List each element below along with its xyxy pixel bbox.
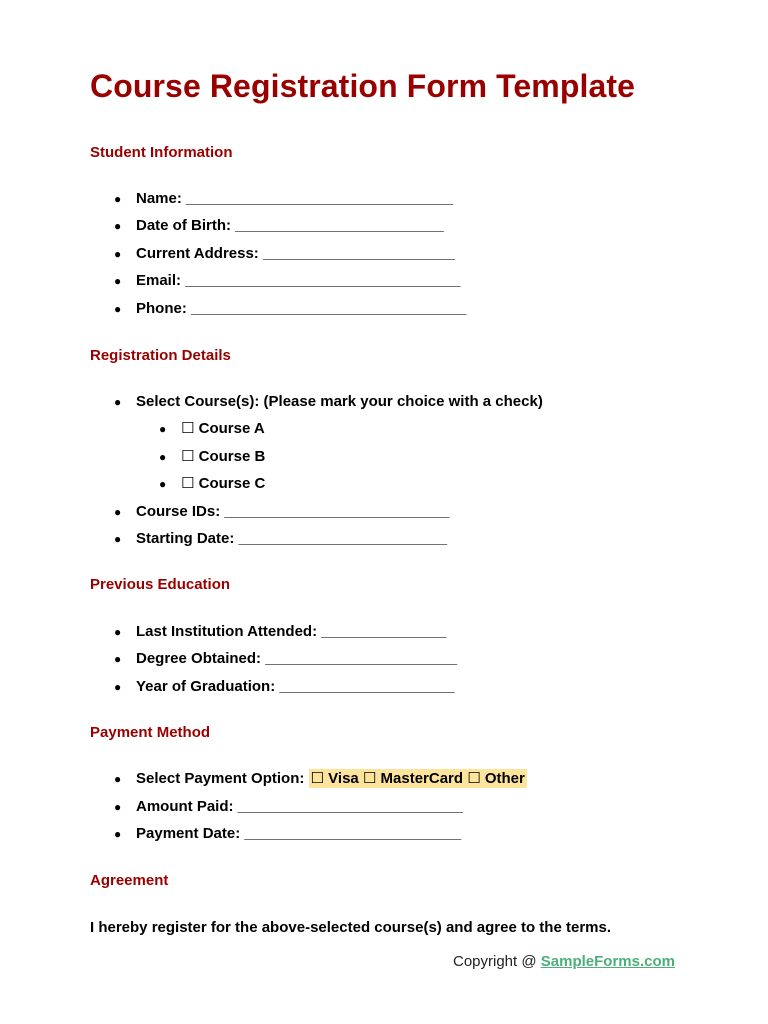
page-title: Course Registration Form Template bbox=[90, 68, 636, 104]
bullet: ● bbox=[114, 192, 122, 206]
field-course-ids bbox=[114, 503, 450, 521]
field-year-of-graduation bbox=[114, 678, 455, 696]
field-payment-date bbox=[114, 825, 462, 843]
field-amount-paid bbox=[114, 798, 463, 816]
field-last-institution bbox=[114, 623, 447, 641]
brand-link[interactable]: SampleForms.com bbox=[540, 953, 675, 970]
section-heading-registration-details: Registration Details bbox=[90, 347, 231, 364]
payment-option-choices[interactable]: ☐ Visa ☐ MasterCard ☐ Other bbox=[310, 770, 525, 787]
bullet: ● bbox=[114, 625, 122, 639]
course-option-b[interactable] bbox=[159, 448, 266, 466]
field-phone-text: Phone: _________________________________ bbox=[136, 300, 467, 317]
bullet: ● bbox=[159, 422, 167, 436]
field-degree-obtained bbox=[114, 650, 458, 668]
field-course-ids-text: Course IDs: ___________________________ bbox=[136, 503, 450, 520]
field-payment-option-label: Select Payment Option: bbox=[136, 770, 305, 787]
section-heading-payment-method: Payment Method bbox=[90, 724, 211, 741]
section-heading-student-information: Student Information bbox=[90, 144, 233, 161]
bullet: ● bbox=[114, 827, 122, 841]
field-amount-paid-text: Amount Paid: ___________________________ bbox=[136, 798, 463, 815]
bullet: ● bbox=[114, 680, 122, 694]
field-degree-obtained-text: Degree Obtained: _______________________ bbox=[136, 650, 458, 667]
agreement-text: I hereby register for the above-selected course(s) and agree to the terms. bbox=[90, 919, 612, 936]
field-year-of-graduation-text: Year of Graduation: _____________________ bbox=[136, 678, 455, 695]
footer-copyright bbox=[453, 953, 675, 970]
course-option-b-text: ☐ Course B bbox=[181, 448, 266, 465]
bullet: ● bbox=[159, 450, 167, 464]
course-option-a-text: ☐ Course A bbox=[181, 420, 265, 437]
field-current-address bbox=[114, 245, 455, 263]
copyright-text: Copyright @ bbox=[453, 953, 537, 970]
field-select-courses bbox=[114, 393, 543, 411]
field-email-text: Email: _________________________________ bbox=[136, 272, 461, 289]
bullet: ● bbox=[159, 477, 167, 491]
field-last-institution-text: Last Institution Attended: _______________ bbox=[136, 623, 447, 640]
field-payment-date-text: Payment Date: __________________________ bbox=[136, 825, 462, 842]
field-email bbox=[114, 272, 461, 290]
field-current-address-text: Current Address: _______________________ bbox=[136, 245, 455, 262]
course-option-c[interactable] bbox=[159, 475, 266, 493]
section-heading-previous-education: Previous Education bbox=[90, 576, 231, 593]
bullet: ● bbox=[114, 247, 122, 261]
field-date-of-birth bbox=[114, 217, 444, 235]
section-heading-agreement: Agreement bbox=[90, 872, 169, 889]
bullet: ● bbox=[114, 652, 122, 666]
bullet: ● bbox=[114, 772, 122, 786]
bullet: ● bbox=[114, 505, 122, 519]
bullet: ● bbox=[114, 219, 122, 233]
field-phone bbox=[114, 300, 467, 318]
field-starting-date-text: Starting Date: _________________________ bbox=[136, 530, 448, 547]
course-option-c-text: ☐ Course C bbox=[181, 475, 266, 492]
field-select-courses-text: Select Course(s): (Please mark your choice with a check) bbox=[136, 393, 543, 410]
field-name-text: Name: ________________________________ bbox=[136, 190, 453, 207]
bullet: ● bbox=[114, 274, 122, 288]
bullet: ● bbox=[114, 532, 122, 546]
field-payment-option bbox=[114, 770, 527, 788]
field-name bbox=[114, 190, 453, 208]
bullet: ● bbox=[114, 800, 122, 814]
bullet: ● bbox=[114, 395, 122, 409]
bullet: ● bbox=[114, 302, 122, 316]
field-date-of-birth-text: Date of Birth: _________________________ bbox=[136, 217, 444, 234]
field-starting-date bbox=[114, 530, 448, 548]
course-option-a[interactable] bbox=[159, 420, 265, 438]
